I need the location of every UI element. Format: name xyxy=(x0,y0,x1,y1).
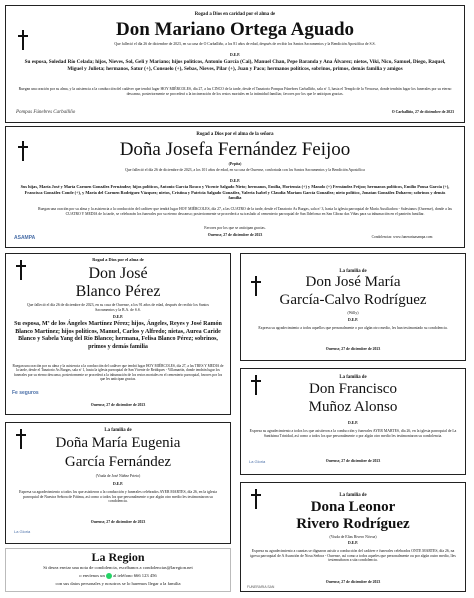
deceased-name-line1: Don Francisco xyxy=(309,381,397,397)
nickname: (Viuda de Elias Rivero Nóvoa) xyxy=(329,535,377,539)
favor-text: Favores por los que se anticipan gracias. xyxy=(204,226,266,230)
funeral-home-logo: Pompas Fúnebres Carballiño xyxy=(16,110,76,115)
family-list: Sus hijas, María José y María Carmen González Fernández; hijos políticos, Antonio García Rouco y Vicente Salgado Nieto; hermanos, Emilia, Hortensia (+) y Manolo (+) Fernández Feijoo; hermanos políticos, Emilio Pousa García (+), Francisca González Conde (+), y María del Carmen Rodríguez Vázquez; nietos, Cristina y Patricia Salgado González, Valeria Isabel y Claudia Mariam García González; nieto político, Jonatan González Doharro; sobrinos y demás familia xyxy=(20,184,450,201)
ad-note-line: con sus datos personales y nosotros se lo haremos llegar a la familia xyxy=(55,581,181,586)
deceased-name-line1: Don José xyxy=(88,265,148,282)
deceased-name-line2: Muñoz Alonso xyxy=(308,399,398,415)
deceased-name-line2: Blanco Pérez xyxy=(75,283,161,300)
ad-phone-line xyxy=(6,573,230,579)
rip-text: D.E.P. xyxy=(229,179,241,183)
obituary-notice-4 xyxy=(240,253,466,361)
thanks-text: Expresa su agradecimiento a todos los que asistieron a la conducción y funerales celebrados AYER MARTES, día 26, en la iglesia parroquial de Nuestra Señora de Fátima, así como a todos los que personalmente o por algún otro medio les testimoniaron su condolencia. xyxy=(19,490,217,504)
funeral-home-logo: Fe seguros xyxy=(12,390,39,396)
funeral-details: Ruegan una oración por su alma y la asistencia a la conducción del cadáver que tendrá lugar HOY MIÉRCOLES, día 27, a las TRES Y MEDIA de la tarde, desde el Tanatorio As Burgas, sala nº 1, hasta la iglesia parroquial de San Vicente de Reidiques - Villamartín, donde tendrán lugar los funerales por su eterno descanso, posteriormente se procederá a la inhumación de los restos mortales en el cementerio parroquial, favores por los que les anticipan gracias. xyxy=(12,364,224,382)
obituary-notice-2 xyxy=(5,126,465,248)
place-date: Ourense, 27 de diciembre de 2023 xyxy=(90,403,146,407)
rip-text: D.E.P. xyxy=(112,482,124,486)
rip-text: D.E.P. xyxy=(347,318,359,322)
deceased-name: Don Mariano Ortega Aguado xyxy=(115,19,355,40)
nickname: (Viuda de José Núñez Prieto) xyxy=(95,474,141,478)
place-date: Ourense, 27 de diciembre de 2023 xyxy=(90,520,146,524)
obituary-notice-6 xyxy=(5,422,231,544)
deceased-name: Doña Josefa Fernández Feijoo xyxy=(119,139,351,160)
ad-phone-text[interactable]: al teléfono 666 123 456 xyxy=(113,573,157,579)
place-date: Ourense, 27 de diciembre de 2023 xyxy=(325,459,381,463)
place-date: Ourense, 27 de diciembre de 2023 xyxy=(325,347,381,351)
funeral-details: Ruegan una oración por su alma, y la asistencia a la conducción del cadáver que tendrá lugar HOY MIÉRCOLES, día 27, a las CINCO de la tarde, desde el Tanatorio Pompas Fúnebres Carballiño, sala nº 3, hasta el Templo de la Veracruz, donde tendrán lugar los funerales por su eterno descanso, posteriormente se procederá a la incineración de los restos mortales en la intimidad familiar, favores por los que le anticipan gracias. xyxy=(18,87,452,96)
obituary-notice-5 xyxy=(240,368,466,475)
condolence-ad xyxy=(5,548,231,592)
death-notice: Que falleció el día 26 de diciembre de 2023, en su casa de Ourense, a los 91 años de edad, después de recibir los Santos Sacramentos y la B.A. de S.S. xyxy=(27,303,209,312)
brand-logo: La Region xyxy=(91,550,145,564)
family-list: Su esposa, Mª de los Ángeles Martínez Pérez; hijos, Ángeles, Reyes y José Ramón Blanco Martínez; hijos políticos, Manuel, Carlos y Alfredo; nietas, Aurea Caride Blanco y Sabela Yang del Río Blanco; hermana, Felisa Blanco Pérez; sobrinos, primos y demás familia xyxy=(14,321,222,350)
notice-intro: Rogad a Dios en caridad por el alma de xyxy=(194,12,276,17)
notice-intro: Rogad a Dios por el alma de la señora xyxy=(196,132,274,137)
funeral-home-logo: La Gloria xyxy=(14,529,31,534)
obituary-notice-1 xyxy=(5,5,465,123)
notice-intro: La familia de xyxy=(339,269,367,274)
thanks-text: Expresa su agradecimiento a todos aquellos que personalmente o por algún otro medio, les han testimoniado su condolencia. xyxy=(258,326,448,330)
death-notice: Que falleció el día 26 de diciembre de 2023, en su casa de O Carballiño, a los 81 años de edad, después de recibir los Santos Sacramentos y la Bendición Apostólica de S.S. xyxy=(114,42,376,46)
deceased-name-line1: Don José María xyxy=(305,274,401,290)
death-notice: Que falleció el día 26 de diciembre de 2023, a los 101 años de edad, en su casa de Ourense, confortada con los Santos Sacramentos y la Bendición Apostólica xyxy=(125,168,365,172)
rip-text: D.E.P. xyxy=(347,541,359,545)
funeral-home-logo: ASAMPA xyxy=(14,235,36,241)
deceased-name-line2: García Fernández xyxy=(64,454,172,470)
ad-email-line[interactable]: Si desea enviar una nota de condolencia, escríbanos a condolencias@laregion.net xyxy=(43,565,193,570)
rip-text: D.E.P. xyxy=(347,421,359,425)
family-list: Su esposa, Soledad Río Celada; hijos, Nieves, Sol, Geli y Mariano; hijos políticos, Antonio García (Cai), Manuel Chan, Pepe Baranda y Ana Álvarez; nietos, Viki, Nico, Samuel, Diego, Raquel, Miguel y Julieta; hermanos, Satur (+), Consuelo (+), Sebas, Nieves, Pilar (+), Juan y Paco; hermanos políticos, sobrinos, primos, demás familia y amigos xyxy=(24,59,446,72)
funeral-home-logo: FUNERARIA SAN xyxy=(247,585,275,589)
deceased-name-line1: Dona Leonor xyxy=(310,499,396,515)
place-date: Ourense, 27 de diciembre de 2023 xyxy=(207,233,263,237)
place-date: O Carballiño, 27 de diciembre de 2023 xyxy=(391,110,454,114)
rip-text: D.E.P. xyxy=(229,53,241,57)
funeral-details: Ruegan una oración por su alma y la asistencia a la conducción del cadáver que tendrá lugar HOY MIÉRCOLES, día 27, a las CUATRO de la tarde, desde el Tanatorio As Burgas, sala nº 3, hasta la iglesia parroquial de María Auxiliadora - Salesianos (Ourense), donde a las CUATRO Y MEDIA de la tarde, se celebrarán los funerales por su eterno descanso; posteriormente se procederá a su traslado al cementerio parroquial de San Ildefonso en San Cibrao das Viñas para su inhumación en el panteón familiar. xyxy=(38,207,452,216)
notice-intro: La familia de xyxy=(339,375,367,380)
place-date: Ourense, 27 de diciembre de 2023 xyxy=(325,580,381,584)
nickname: (Pepita) xyxy=(228,162,242,166)
ad-send-text: o envíenos un xyxy=(79,573,105,579)
thanks-text: Expresa su agradecimiento a cuantas se dignaron asistir a conducción del cadáver e funerales celebrados ONTE MARTES, día 26, na igrexa parroquial de A Asunción de Nosa Señora - Ourense, así como a todos aqueles que personalmente ou por algún outro medio, lles testemuñaron a súa condolencia. xyxy=(250,549,456,563)
notice-intro: La familia de xyxy=(104,428,132,433)
notice-intro: La familia de xyxy=(339,493,367,498)
funeral-home-logo: La Gloria xyxy=(249,459,266,464)
deceased-name-line2: Rivero Rodríguez xyxy=(296,516,410,532)
thanks-text: Expresa su agradecimiento a todos los que asistieron a la conducción y funerales AYER MARTES, día 26, en la iglesia parroquial de La Santísima Trinidad, así como a todos los que personalmente o por algún otro medio les testimoniaron su condolencia. xyxy=(249,429,457,438)
rip-text: D.E.P. xyxy=(112,315,124,319)
deceased-name-line1: Doña María Eugenia xyxy=(55,435,181,451)
obituary-notice-3 xyxy=(5,253,231,415)
nickname: (Willy) xyxy=(347,311,359,315)
obituary-notice-7 xyxy=(240,482,466,592)
whatsapp-icon xyxy=(106,573,112,579)
notice-intro: Rogad a Dios por el alma de xyxy=(92,257,144,262)
deceased-name-line2: García-Calvo Rodríguez xyxy=(279,292,427,308)
website-link[interactable]: Condolencias: www.funerariaasampa.com xyxy=(371,235,433,239)
